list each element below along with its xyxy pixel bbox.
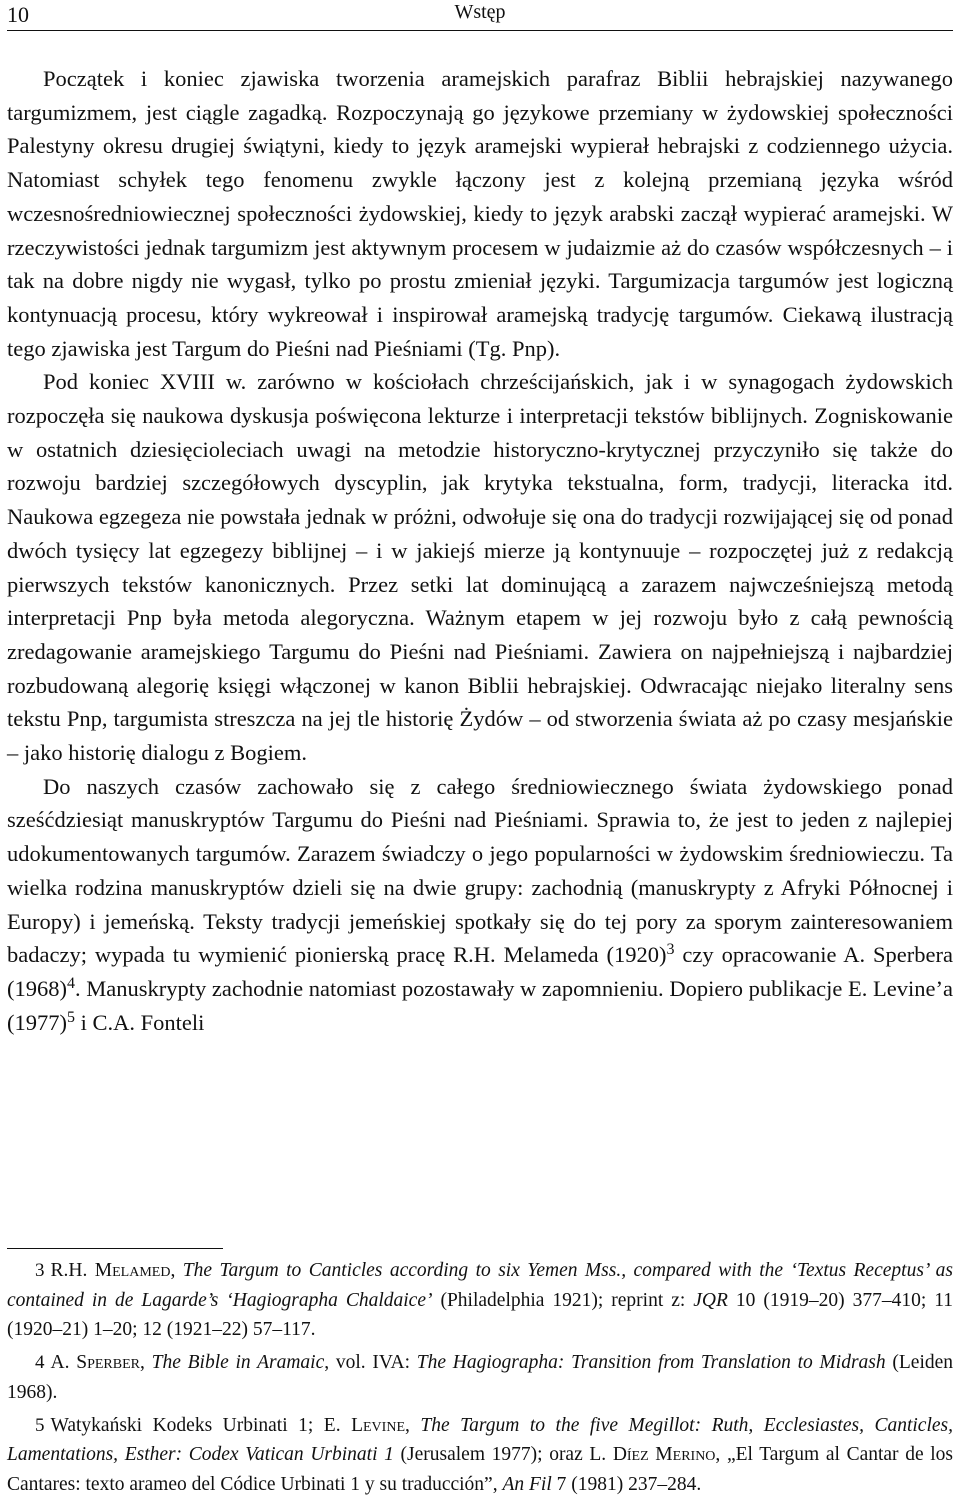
footnote-5-author-2: Díez Merino (612, 1444, 716, 1466)
footnote-4-title: The Bible in Aramaic (151, 1352, 325, 1374)
footnote-4-author: Sperber (76, 1352, 140, 1374)
footnote-5-text-3: (Jerusalem 1977); oraz L. (393, 1444, 613, 1466)
footnote-rule (7, 1248, 223, 1249)
footnote-3-text-3: (Philadelphia 1921); reprint z: (432, 1289, 694, 1311)
paragraph-3-part-c: . Manuskrypty zachodnie natomiast pozostawały w zapomnieniu. Dopiero publikacje E. Levine’a (1977) (7, 975, 953, 1035)
footnote-3-text-4: 10 (1919–20) 377–410; 11 (1920–21) 1–20; 12 (1921–22) 57–117. (7, 1289, 953, 1341)
footnote-4-text-4: (Leiden 1968). (7, 1352, 954, 1403)
main-text (7, 62, 953, 1039)
footnote-4-text-2: , (139, 1352, 152, 1374)
paragraph-3-part-d: i C.A. Fonteli (75, 1009, 205, 1035)
footnote-5-number: 5 (35, 1414, 45, 1436)
footnote-5-title: The Targum to the five Megillot: Ruth, Ecclesiastes, Canticles, Lamentations, Esther: Codex Vatican Urbinati 1 (7, 1414, 953, 1466)
running-head: Wstęp (454, 1, 506, 23)
footnote-4-number: 4 (35, 1352, 45, 1374)
footnote-3-text-1: R.H. (50, 1260, 95, 1281)
footnote-3 (7, 1256, 953, 1345)
footnote-3-author: Melamed (94, 1260, 171, 1281)
footnote-4-text-1: A. (50, 1352, 77, 1374)
header-rule (7, 30, 953, 31)
footnote-5-text-2: , (405, 1414, 421, 1436)
footnote-5-author-1: Levine (351, 1414, 405, 1436)
footnote-4-text-3: , vol. IVA: (324, 1352, 417, 1374)
footnote-5-journal: An Fil (502, 1473, 552, 1495)
footnote-5 (7, 1411, 953, 1500)
footnote-5-text-4: , „El Targum al Cantar de los Cantares: texto arameo del Códice Urbinati 1 y su traducción”, (7, 1444, 953, 1495)
paragraph-2: Pod koniec XVIII w. zarówno w kościołach chrześcijańskich, jak i w synagogach żydowskich rozpoczęła się naukowa dyskusja poświęcona lekturze i interpretacji tekstów biblijnych. Zogniskowanie w ostatnich dziesięcioleciach uwagi na metodzie historyczno-krytycznej przyczyniło się także do rozwoju bardziej szczegółowych dyscyplin, jak krytyka tekstualna, form, tradycji, literacka itd. Naukowa egzegeza nie powstała jednak w próżni, odwołuje się ona do tradycji rozwijającej się od ponad dwóch tysięcy lat egzegezy biblijnej – i w jakiejś mierze ją kontynuuje – rozpoczętej już z redakcją pierwszych tekstów kanonicznych. Przez setki lat dominującą a zarazem najwcześniejszą metodą interpretacji Pnp była metoda alegoryczna. Ważnym etapem w jej rozwoju było z całą pewnością zredagowanie aramejskiego Targumu do Pieśni nad Pieśniami. Zawiera on najpełniejszą i najbardziej rozbudowaną alegorię księgi włączonej w kanon Biblii hebrajskiej. Odwracając niejako literalny sens tekstu Pnp, targumista streszcza na jej tle historię Żydów – od stworzenia świata aż po czasy mesjańskie – jako historię dialogu z Bogiem. (7, 369, 953, 766)
footnote-3-journal: JQR (693, 1289, 728, 1311)
paragraph-3-part-b: czy opracowanie A. Sperbera (1968) (7, 942, 953, 1001)
footnote-ref-4[interactable]: 4 (67, 974, 75, 992)
paragraph-3 (7, 770, 953, 1040)
page-number: 10 (7, 2, 29, 27)
footnote-ref-3[interactable]: 3 (666, 941, 675, 959)
paragraph-3-part-a: Do naszych czasów zachowało się z całego średniowiecznego świata żydowskiego ponad sześćdziesiąt manuskryptów Targumu do Pieśni nad Pieśniami. Sprawia to, że jest to jeden z najlepiej udokumentowanych targumów. Zarazem świadczy o jego popularności w żydowskim średniowieczu. Ta wielka rodzina manuskryptów dzieli się na dwie grupy: zachodnią (manuskrypty z Afryki Północnej i Europy) i jemeńską. Teksty tradycji jemeńskiej spotkały się do tej pory za sporym zainteresowaniem badaczy; wypada tu wymienić pionierską pracę R.H. Melameda (1920) (7, 773, 953, 968)
footnote-4-subtitle: The Hagiographa: Transition from Translation to Midrash (416, 1352, 886, 1374)
footnote-5-text-1: Watykański Kodeks Urbinati 1; E. (50, 1414, 352, 1436)
footnote-4 (7, 1348, 953, 1407)
footnote-3-title: The Targum to Canticles according to six Yemen Mss., compared with the ‘Textus Receptus’ as contained in de Lagarde’s ‘Hagiographa Chaldaice’ (7, 1260, 954, 1311)
footnote-3-text-2: , (170, 1260, 183, 1281)
footnote-3-number: 3 (35, 1260, 45, 1281)
footnotes (7, 1256, 953, 1503)
paragraph-1: Początek i koniec zjawiska tworzenia aramejskich parafraz Biblii hebrajskiej nazywanego targumizmem, jest ciągle zagadką. Rozpoczynają go językowe przemiany w żydowskiej społeczności Palestyny okresu drugiej świątyni, kiedy to język aramejski wypierał hebrajski z codziennego użycia. Natomiast schyłek tego fenomenu zwykle łączony jest z kolejną przemianą języka wśród wczesnośredniowiecznej społeczności żydowskiej, kiedy to język arabski zaczął wypierać aramejski. W rzeczywistości jednak targumizm jest aktywnym procesem w judaizmie aż do czasów współczesnych – i tak na dobre nigdy nie wygasł, tylko po prostu zmieniał języki. Targumizacja targumów jest logiczną kontynuacją procesu, który wykreował i inspirował aramejską tradycję targumów. Ciekawą ilustracją tego zjawiska jest Targum do Pieśni nad Pieśniami (Tg. Pnp). (7, 66, 953, 361)
page-header (7, 0, 953, 36)
footnote-5-text-5: 7 (1981) 237–284. (551, 1473, 702, 1495)
footnote-ref-5[interactable]: 5 (67, 1008, 75, 1026)
